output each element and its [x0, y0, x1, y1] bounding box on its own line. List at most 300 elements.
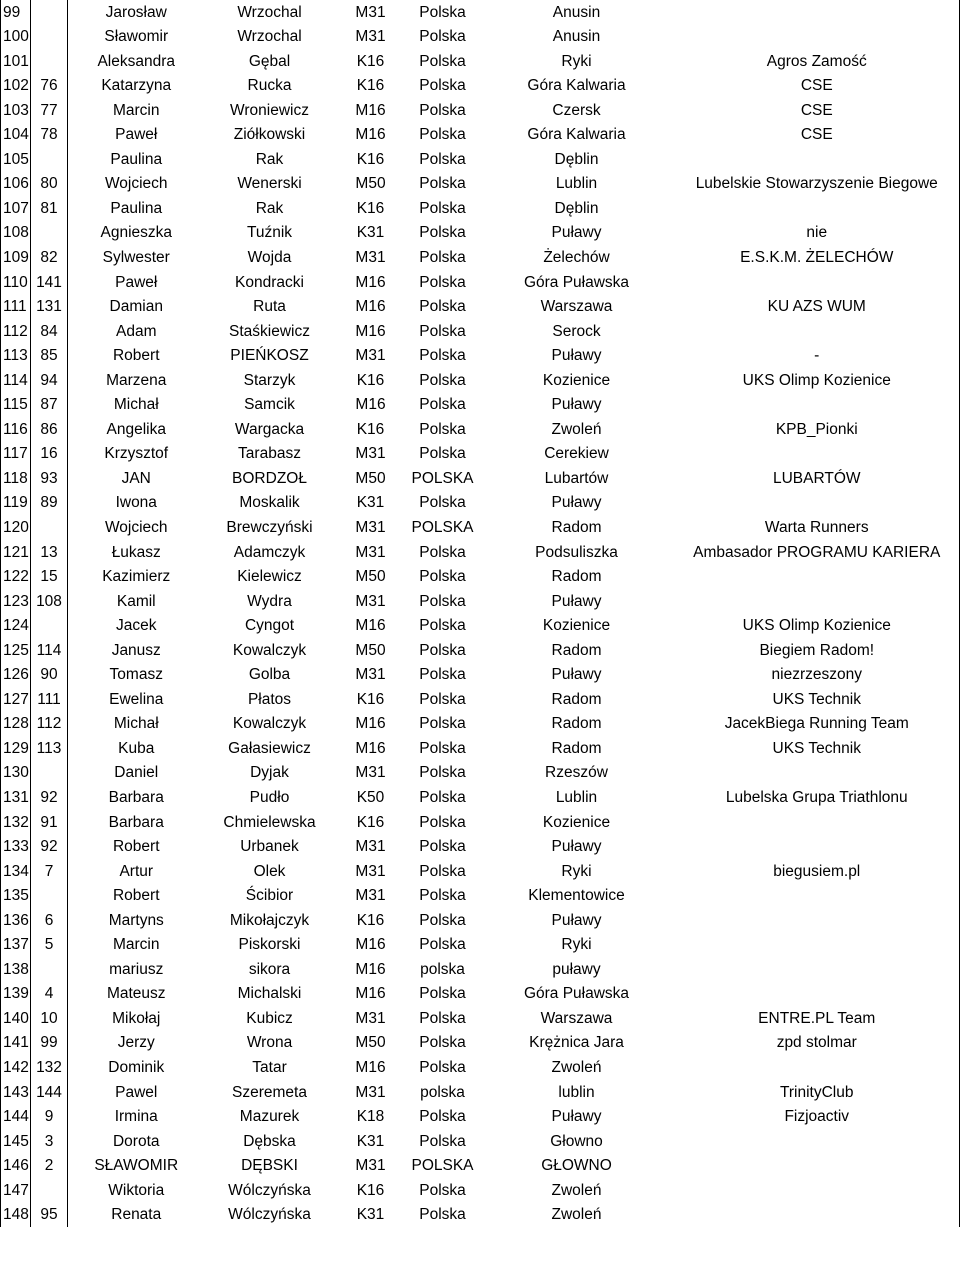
bib-number-cell: 6 [31, 908, 68, 933]
place-cell: 145 [1, 1129, 31, 1154]
last-name-cell: sikora [248, 960, 291, 978]
club-cell: UKS Olimp Kozienice [675, 368, 960, 393]
place-cell: 115 [1, 393, 31, 418]
city-cell: Czersk [552, 101, 601, 119]
place-cell: 146 [1, 1154, 31, 1179]
bib-number-cell: 76 [31, 74, 68, 99]
country-cell: Polska [419, 1108, 466, 1126]
category-cell: M16 [355, 739, 386, 757]
country-cell: Polska [419, 666, 466, 684]
city-cell: Radom [551, 641, 602, 659]
city-cell: Zwoleń [551, 1181, 602, 1199]
club-cell: Agros Zamość [675, 49, 960, 74]
city-cell: Puławy [551, 838, 602, 856]
table-row [1, 1056, 960, 1081]
first-name-cell: Michał [113, 396, 159, 414]
place-cell: 132 [1, 810, 31, 835]
city-cell: Puławy [551, 494, 602, 512]
club-cell [675, 957, 960, 982]
place-cell: 139 [1, 982, 31, 1007]
last-name-cell: Tuźnik [246, 224, 293, 242]
category-cell: M31 [355, 764, 386, 782]
first-name-cell: Martyns [108, 911, 164, 929]
last-name-cell: Dyjak [250, 764, 289, 782]
category-cell: K16 [356, 813, 385, 831]
table-row [1, 147, 960, 172]
category-cell: M16 [355, 101, 386, 119]
table-row [1, 368, 960, 393]
bib-number-cell: 87 [31, 393, 68, 418]
country-cell: Polska [419, 150, 466, 168]
place-cell: 121 [1, 540, 31, 565]
country-cell: Polska [419, 985, 466, 1003]
club-cell: Lubelskie Stowarzyszenie Biegowe [675, 172, 960, 197]
first-name-cell: Janusz [111, 641, 161, 659]
city-cell: Góra Puławska [523, 985, 630, 1003]
city-cell: Cerekiew [544, 445, 609, 463]
country-cell: Polska [419, 739, 466, 757]
table-row [1, 442, 960, 467]
category-cell: M31 [355, 887, 386, 905]
first-name-cell: Jerzy [117, 1034, 155, 1052]
country-cell: Polska [419, 1206, 466, 1224]
bib-number-cell [31, 761, 68, 786]
last-name-cell: Dębska [243, 1132, 296, 1150]
country-cell: Polska [419, 101, 466, 119]
bib-number-cell: 10 [31, 1006, 68, 1031]
bib-number-cell: 92 [31, 786, 68, 811]
bib-number-cell: 86 [31, 417, 68, 442]
table-row [1, 1178, 960, 1203]
bib-number-cell: 81 [31, 196, 68, 221]
bib-number-cell: 2 [31, 1154, 68, 1179]
club-cell [675, 25, 960, 50]
city-cell: Puławy [551, 592, 602, 610]
first-name-cell: SŁAWOMIR [94, 1157, 179, 1175]
city-cell: Radom [551, 739, 602, 757]
category-cell: M16 [355, 126, 386, 144]
city-cell: Puławy [551, 224, 602, 242]
bib-number-cell [31, 884, 68, 909]
city-cell: Krężnica Jara [529, 1034, 624, 1052]
bib-number-cell: 92 [31, 835, 68, 860]
table-row [1, 417, 960, 442]
first-name-cell: Robert [112, 887, 160, 905]
category-cell: M31 [355, 3, 386, 21]
first-name-cell: JAN [121, 469, 151, 487]
table-row [1, 393, 960, 418]
table-row [1, 0, 960, 25]
first-name-cell: Daniel [114, 764, 159, 782]
last-name-cell: Rak [255, 150, 284, 168]
country-cell: Polska [419, 126, 466, 144]
club-cell [675, 1129, 960, 1154]
club-cell: Fizjoactiv [675, 1105, 960, 1130]
category-cell: K16 [356, 199, 385, 217]
table-row [1, 344, 960, 369]
bib-number-cell [31, 25, 68, 50]
first-name-cell: Wiktoria [108, 1181, 165, 1199]
first-name-cell: Dorota [112, 1132, 160, 1150]
table-row [1, 515, 960, 540]
first-name-cell: Kuba [118, 739, 155, 757]
category-cell: M50 [355, 175, 386, 193]
bib-number-cell: 99 [31, 1031, 68, 1056]
bib-number-cell: 141 [31, 270, 68, 295]
table-row [1, 786, 960, 811]
last-name-cell: BORDZOŁ [232, 469, 307, 487]
bib-number-cell [31, 1178, 68, 1203]
first-name-cell: Irmina [114, 1108, 158, 1126]
club-cell [675, 761, 960, 786]
club-cell: TrinityClub [675, 1080, 960, 1105]
club-cell: niezrzeszony [675, 663, 960, 688]
city-cell: Głowno [550, 1132, 603, 1150]
category-cell: K16 [356, 911, 385, 929]
bib-number-cell: 16 [31, 442, 68, 467]
club-cell: zpd stolmar [675, 1031, 960, 1056]
place-cell: 108 [1, 221, 31, 246]
country-cell: Polska [419, 813, 466, 831]
first-name-cell: Kamil [116, 592, 156, 610]
club-cell: UKS Technik [675, 687, 960, 712]
category-cell: K18 [356, 1108, 385, 1126]
country-cell: Polska [419, 617, 466, 635]
club-cell: Biegiem Radom! [675, 638, 960, 663]
first-name-cell: Aleksandra [97, 52, 176, 70]
bib-number-cell: 4 [31, 982, 68, 1007]
country-cell: Polska [419, 445, 466, 463]
bib-number-cell: 3 [31, 1129, 68, 1154]
category-cell: M31 [355, 1083, 386, 1101]
country-cell: Polska [419, 568, 466, 586]
city-cell: Ryki [561, 862, 592, 880]
category-cell: M31 [355, 1157, 386, 1175]
first-name-cell: Adam [116, 322, 157, 340]
bib-number-cell: 5 [31, 933, 68, 958]
city-cell: Warszawa [540, 298, 613, 316]
club-cell [675, 0, 960, 25]
place-cell: 118 [1, 466, 31, 491]
last-name-cell: Moskalik [239, 494, 300, 512]
table-row [1, 614, 960, 639]
place-cell: 133 [1, 835, 31, 860]
category-cell: M31 [355, 838, 386, 856]
last-name-cell: Golba [248, 666, 291, 684]
club-cell: UKS Olimp Kozienice [675, 614, 960, 639]
category-cell: K50 [356, 789, 385, 807]
table-row [1, 810, 960, 835]
country-cell: Polska [419, 3, 466, 21]
city-cell: Zwoleń [551, 420, 602, 438]
last-name-cell: Olek [253, 862, 286, 880]
bib-number-cell [31, 614, 68, 639]
place-cell: 138 [1, 957, 31, 982]
last-name-cell: Wydra [247, 592, 292, 610]
country-cell: Polska [419, 936, 466, 954]
category-cell: K16 [356, 371, 385, 389]
last-name-cell: Wargacka [234, 420, 305, 438]
club-cell: CSE [675, 98, 960, 123]
place-cell: 99 [1, 0, 31, 25]
place-cell: 143 [1, 1080, 31, 1105]
first-name-cell: Robert [112, 347, 160, 365]
last-name-cell: Cyngot [244, 617, 295, 635]
bib-number-cell: 91 [31, 810, 68, 835]
last-name-cell: Starzyk [243, 371, 296, 389]
club-cell: Warta Runners [675, 515, 960, 540]
country-cell: Polska [419, 1181, 466, 1199]
table-row [1, 74, 960, 99]
first-name-cell: Kazimierz [102, 568, 171, 586]
place-cell: 126 [1, 663, 31, 688]
country-cell: Polska [419, 28, 466, 46]
first-name-cell: Iwona [115, 494, 157, 512]
table-row [1, 1129, 960, 1154]
place-cell: 136 [1, 908, 31, 933]
country-cell: Polska [419, 690, 466, 708]
last-name-cell: Adamczyk [233, 543, 306, 561]
country-cell: Polska [419, 911, 466, 929]
place-cell: 137 [1, 933, 31, 958]
city-cell: Radom [551, 690, 602, 708]
table-row [1, 245, 960, 270]
place-cell: 131 [1, 786, 31, 811]
place-cell: 135 [1, 884, 31, 909]
club-cell [675, 491, 960, 516]
table-row [1, 1105, 960, 1130]
bib-number-cell: 114 [31, 638, 68, 663]
city-cell: lublin [558, 1083, 595, 1101]
first-name-cell: Paweł [115, 126, 158, 144]
bib-number-cell: 82 [31, 245, 68, 270]
place-cell: 124 [1, 614, 31, 639]
category-cell: M31 [355, 666, 386, 684]
bib-number-cell: 93 [31, 466, 68, 491]
category-cell: M16 [355, 960, 386, 978]
bib-number-cell: 13 [31, 540, 68, 565]
first-name-cell: Damian [109, 298, 163, 316]
city-cell: Dęblin [554, 199, 599, 217]
category-cell: K31 [356, 494, 385, 512]
club-cell [675, 835, 960, 860]
country-cell: POLSKA [411, 1157, 474, 1175]
city-cell: Lubartów [544, 469, 609, 487]
bib-number-cell [31, 49, 68, 74]
category-cell: M16 [355, 396, 386, 414]
country-cell: Polska [419, 1059, 466, 1077]
city-cell: Góra Kalwaria [527, 77, 626, 95]
club-cell [675, 884, 960, 909]
city-cell: Kozienice [542, 617, 611, 635]
city-cell: Puławy [551, 347, 602, 365]
country-cell: POLSKA [411, 519, 474, 536]
category-cell: M31 [355, 862, 386, 880]
table-row [1, 319, 960, 344]
bib-number-cell: 77 [31, 98, 68, 123]
first-name-cell: Paweł [115, 273, 158, 291]
club-cell: Lubelska Grupa Triathlonu [675, 786, 960, 811]
last-name-cell: Mikołajczyk [229, 911, 310, 929]
last-name-cell: Wólczyńska [228, 1206, 311, 1224]
bib-number-cell: 112 [31, 712, 68, 737]
table-row [1, 638, 960, 663]
bib-number-cell: 78 [31, 123, 68, 148]
table-row [1, 982, 960, 1007]
country-cell: Polska [419, 224, 466, 242]
club-cell: UKS Technik [675, 736, 960, 761]
last-name-cell: Mazurek [239, 1108, 300, 1126]
city-cell: Kozienice [542, 371, 611, 389]
city-cell: Ryki [561, 936, 592, 954]
club-cell [675, 908, 960, 933]
country-cell: POLSKA [411, 469, 474, 487]
table-row [1, 221, 960, 246]
first-name-cell: Angelika [106, 420, 166, 438]
city-cell: Anusin [552, 28, 601, 46]
club-cell: KU AZS WUM [675, 295, 960, 320]
category-cell: M16 [355, 715, 386, 733]
last-name-cell: Rak [255, 199, 284, 217]
last-name-cell: Kowalczyk [232, 641, 307, 659]
club-cell [675, 196, 960, 221]
table-row [1, 1031, 960, 1056]
table-row [1, 1203, 960, 1228]
category-cell: M16 [355, 985, 386, 1003]
club-cell [675, 1056, 960, 1081]
city-cell: Radom [551, 519, 602, 536]
last-name-cell: Kubicz [246, 1009, 293, 1027]
country-cell: Polska [419, 77, 466, 95]
club-cell [675, 933, 960, 958]
last-name-cell: Ścibior [245, 887, 294, 905]
city-cell: Góra Puławska [523, 273, 630, 291]
category-cell: M31 [355, 347, 386, 365]
first-name-cell: Mateusz [106, 985, 166, 1003]
table-row [1, 712, 960, 737]
table-row [1, 1006, 960, 1031]
last-name-cell: Ruta [253, 298, 286, 316]
club-cell [675, 147, 960, 172]
last-name-cell: Gębal [248, 52, 291, 70]
category-cell: M16 [355, 298, 386, 316]
club-cell: LUBARTÓW [675, 466, 960, 491]
last-name-cell: Rucka [247, 77, 292, 95]
table-row [1, 196, 960, 221]
city-cell: Puławy [551, 911, 602, 929]
last-name-cell: Pudło [249, 789, 290, 807]
first-name-cell: Mikołaj [112, 1009, 161, 1027]
category-cell: M31 [355, 28, 386, 46]
last-name-cell: Tarabasz [238, 445, 301, 463]
country-cell: Polska [419, 199, 466, 217]
first-name-cell: Sylwester [102, 248, 170, 266]
country-cell: polska [420, 960, 465, 978]
place-cell: 116 [1, 417, 31, 442]
last-name-cell: Wólczyńska [228, 1181, 311, 1199]
table-row [1, 761, 960, 786]
bib-number-cell: 85 [31, 344, 68, 369]
bib-number-cell: 80 [31, 172, 68, 197]
bib-number-cell [31, 147, 68, 172]
city-cell: Radom [551, 568, 602, 586]
bib-number-cell: 108 [31, 589, 68, 614]
category-cell: M16 [355, 617, 386, 635]
country-cell: Polska [419, 764, 466, 782]
club-cell [675, 1154, 960, 1179]
country-cell: Polska [419, 641, 466, 659]
country-cell: Polska [419, 715, 466, 733]
first-name-cell: Agnieszka [100, 224, 172, 242]
first-name-cell: Paulina [110, 150, 163, 168]
results-table-body [1, 0, 960, 1227]
city-cell: Puławy [551, 1108, 602, 1126]
first-name-cell: Jacek [116, 617, 157, 635]
place-cell: 129 [1, 736, 31, 761]
table-row [1, 466, 960, 491]
city-cell: Klementowice [528, 887, 625, 905]
place-cell: 120 [1, 515, 31, 540]
bib-number-cell [31, 957, 68, 982]
category-cell: M31 [355, 1009, 386, 1027]
club-cell [675, 565, 960, 590]
club-cell: JacekBiega Running Team [675, 712, 960, 737]
place-cell: 114 [1, 368, 31, 393]
last-name-cell: Wenerski [237, 175, 302, 193]
club-cell [675, 982, 960, 1007]
last-name-cell: Staśkiewicz [229, 322, 310, 340]
category-cell: M16 [355, 322, 386, 340]
first-name-cell: Sławomir [104, 28, 169, 46]
table-row [1, 49, 960, 74]
place-cell: 102 [1, 74, 31, 99]
place-cell: 101 [1, 49, 31, 74]
place-cell: 122 [1, 565, 31, 590]
bib-number-cell: 89 [31, 491, 68, 516]
table-row [1, 540, 960, 565]
category-cell: K16 [356, 1181, 385, 1199]
club-cell: E.S.K.M. ŻELECHÓW [675, 245, 960, 270]
last-name-cell: Chmielewska [223, 813, 316, 831]
last-name-cell: Płatos [247, 690, 292, 708]
bib-number-cell: 94 [31, 368, 68, 393]
table-row [1, 123, 960, 148]
last-name-cell: Michalski [237, 985, 302, 1003]
city-cell: Kozienice [542, 813, 611, 831]
category-cell: M50 [355, 469, 386, 487]
bib-number-cell: 111 [31, 687, 68, 712]
place-cell: 104 [1, 123, 31, 148]
last-name-cell: Wrona [246, 1034, 293, 1052]
category-cell: M50 [355, 568, 386, 586]
place-cell: 109 [1, 245, 31, 270]
place-cell: 144 [1, 1105, 31, 1130]
last-name-cell: Gałasiewicz [228, 739, 311, 757]
country-cell: Polska [419, 248, 466, 266]
bib-number-cell [31, 515, 68, 540]
city-cell: Zwoleń [551, 1059, 602, 1077]
club-cell: CSE [675, 123, 960, 148]
country-cell: Polska [419, 347, 466, 365]
category-cell: M16 [355, 936, 386, 954]
country-cell: Polska [419, 396, 466, 414]
place-cell: 140 [1, 1006, 31, 1031]
last-name-cell: Wrzochal [237, 3, 302, 21]
table-row [1, 565, 960, 590]
bib-number-cell: 84 [31, 319, 68, 344]
place-cell: 100 [1, 25, 31, 50]
country-cell: Polska [419, 420, 466, 438]
